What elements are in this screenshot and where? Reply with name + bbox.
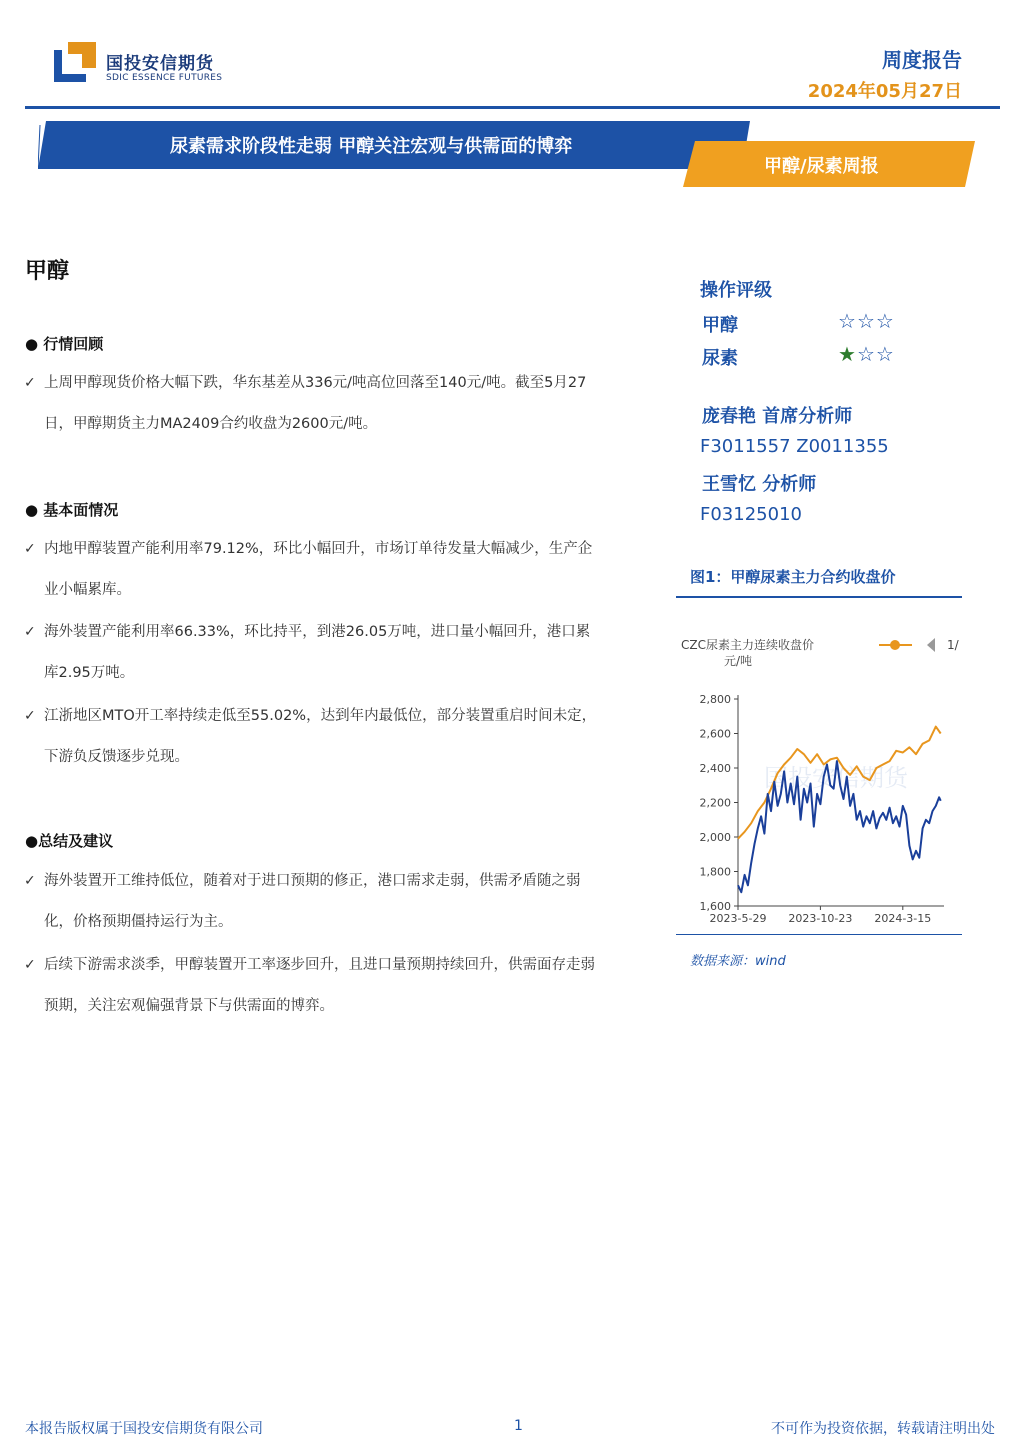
banner-title: 尿素需求阶段性走弱 甲醇关注宏观与供需面的博弈: [170, 136, 573, 157]
paragraph: ✓ 海外装置开工维持低位，随着对于进口预期的修正，港口需求走弱，供需矛盾随之弱化，价格预期僵持运行为主。: [44, 861, 604, 943]
check-icon: ✓: [24, 957, 36, 973]
paragraph: ✓ 内地甲醇装置产能利用率79.12%，环比小幅回升，市场订单待发量大幅减少，生产企业小幅累库。: [44, 529, 604, 611]
paragraph: ✓ 江浙地区MTO开工率持续走低至55.02%，达到年内最低位，部分装置重启时间未定，下游负反馈逐步兑现。: [44, 696, 604, 778]
section-heading-summary: ●总结及建议: [25, 832, 114, 850]
check-icon: ✓: [24, 375, 36, 391]
x-tick-label: 2023-10-23: [788, 912, 853, 925]
check-icon: ✓: [24, 624, 36, 640]
x-tick-label: 2023-5-29: [709, 912, 767, 925]
rating-label-methanol: 甲醇: [702, 315, 738, 336]
footer-disclaimer: 不可作为投资依据，转载请注明出处: [771, 1421, 995, 1437]
star-empty-icon: ☆: [875, 309, 895, 333]
chart-legend-label: CZC尿素主力连续收盘价: [681, 638, 814, 652]
logo-text-cn: 国投安信期货: [106, 54, 214, 74]
report-date: 2024年05月27日: [807, 81, 962, 102]
figure-divider: [676, 596, 962, 598]
star-empty-icon: ☆: [875, 342, 895, 366]
y-tick-label: 2,600: [699, 727, 731, 741]
y-tick-label: 2,800: [699, 693, 731, 706]
star-filled-icon: ★: [838, 342, 857, 366]
paragraph: ✓ 上周甲醇现货价格大幅下跌，华东基差从336元/吨高位回落至140元/吨。截至5月27日，甲醇期货主力MA2409合约收盘为2600元/吨。: [44, 363, 604, 445]
star-empty-icon: ☆: [856, 342, 876, 366]
check-icon: ✓: [24, 708, 36, 724]
analyst-id: F3011557 Z0011355: [700, 436, 889, 457]
banner-subtitle: 甲醇/尿素周报: [764, 156, 879, 177]
legend-page: 1/: [947, 638, 959, 652]
rating-title: 操作评级: [700, 280, 772, 301]
section-heading-review: ● 行情回顾: [25, 335, 104, 353]
star-empty-icon: ☆: [838, 309, 857, 333]
footer-copyright: 本报告版权属于国投安信期货有限公司: [25, 1421, 263, 1437]
check-icon: ✓: [24, 873, 36, 889]
legend-prev-arrow-icon[interactable]: [927, 638, 935, 652]
figure-title: 图1：甲醇尿素主力合约收盘价: [690, 568, 896, 586]
star-empty-icon: ☆: [856, 309, 876, 333]
data-source: 数据来源：wind: [690, 954, 786, 969]
x-tick-label: 2024-3-15: [874, 912, 932, 925]
analyst-name: 庞春艳 首席分析师: [702, 406, 853, 427]
rating-stars-urea: [838, 342, 895, 366]
price-line-chart: [676, 616, 962, 932]
y-axis-label: 元/吨: [724, 654, 753, 668]
paragraph: ✓ 海外装置产能利用率66.33%，环比持平，到港26.05万吨，进口量小幅回升，港口累库2.95万吨。: [44, 612, 604, 694]
y-tick-label: 1,600: [699, 900, 731, 913]
y-tick-label: 2,000: [699, 831, 731, 844]
figure-bottom-divider: [676, 934, 962, 935]
logo-text-en: SDIC ESSENCE FUTURES: [106, 73, 223, 83]
y-tick-label: 1,800: [699, 865, 731, 879]
y-tick-label: 2,200: [699, 796, 731, 810]
chart-watermark: 国投安信期货: [764, 764, 908, 792]
check-icon: ✓: [24, 541, 36, 557]
analyst-name: 王雪忆 分析师: [702, 474, 817, 495]
header-divider: [25, 106, 1000, 109]
analyst-id: F03125010: [700, 504, 802, 525]
company-logo-icon: [54, 40, 98, 84]
report-type: 周度报告: [882, 48, 962, 72]
section-heading-fundamentals: ● 基本面情况: [25, 501, 119, 519]
rating-stars-methanol: [838, 309, 895, 333]
y-tick-label: 2,400: [699, 762, 731, 775]
paragraph: ✓ 后续下游需求淡季，甲醇装置开工率逐步回升，且进口量预期持续回升，供需面存走弱预期，关注宏观偏强背景下与供需面的博弈。: [44, 945, 604, 1027]
page-number: 1: [514, 1418, 523, 1434]
legend-dot: [890, 640, 900, 650]
rating-label-urea: 尿素: [702, 348, 738, 369]
section-title: 甲醇: [25, 259, 70, 284]
